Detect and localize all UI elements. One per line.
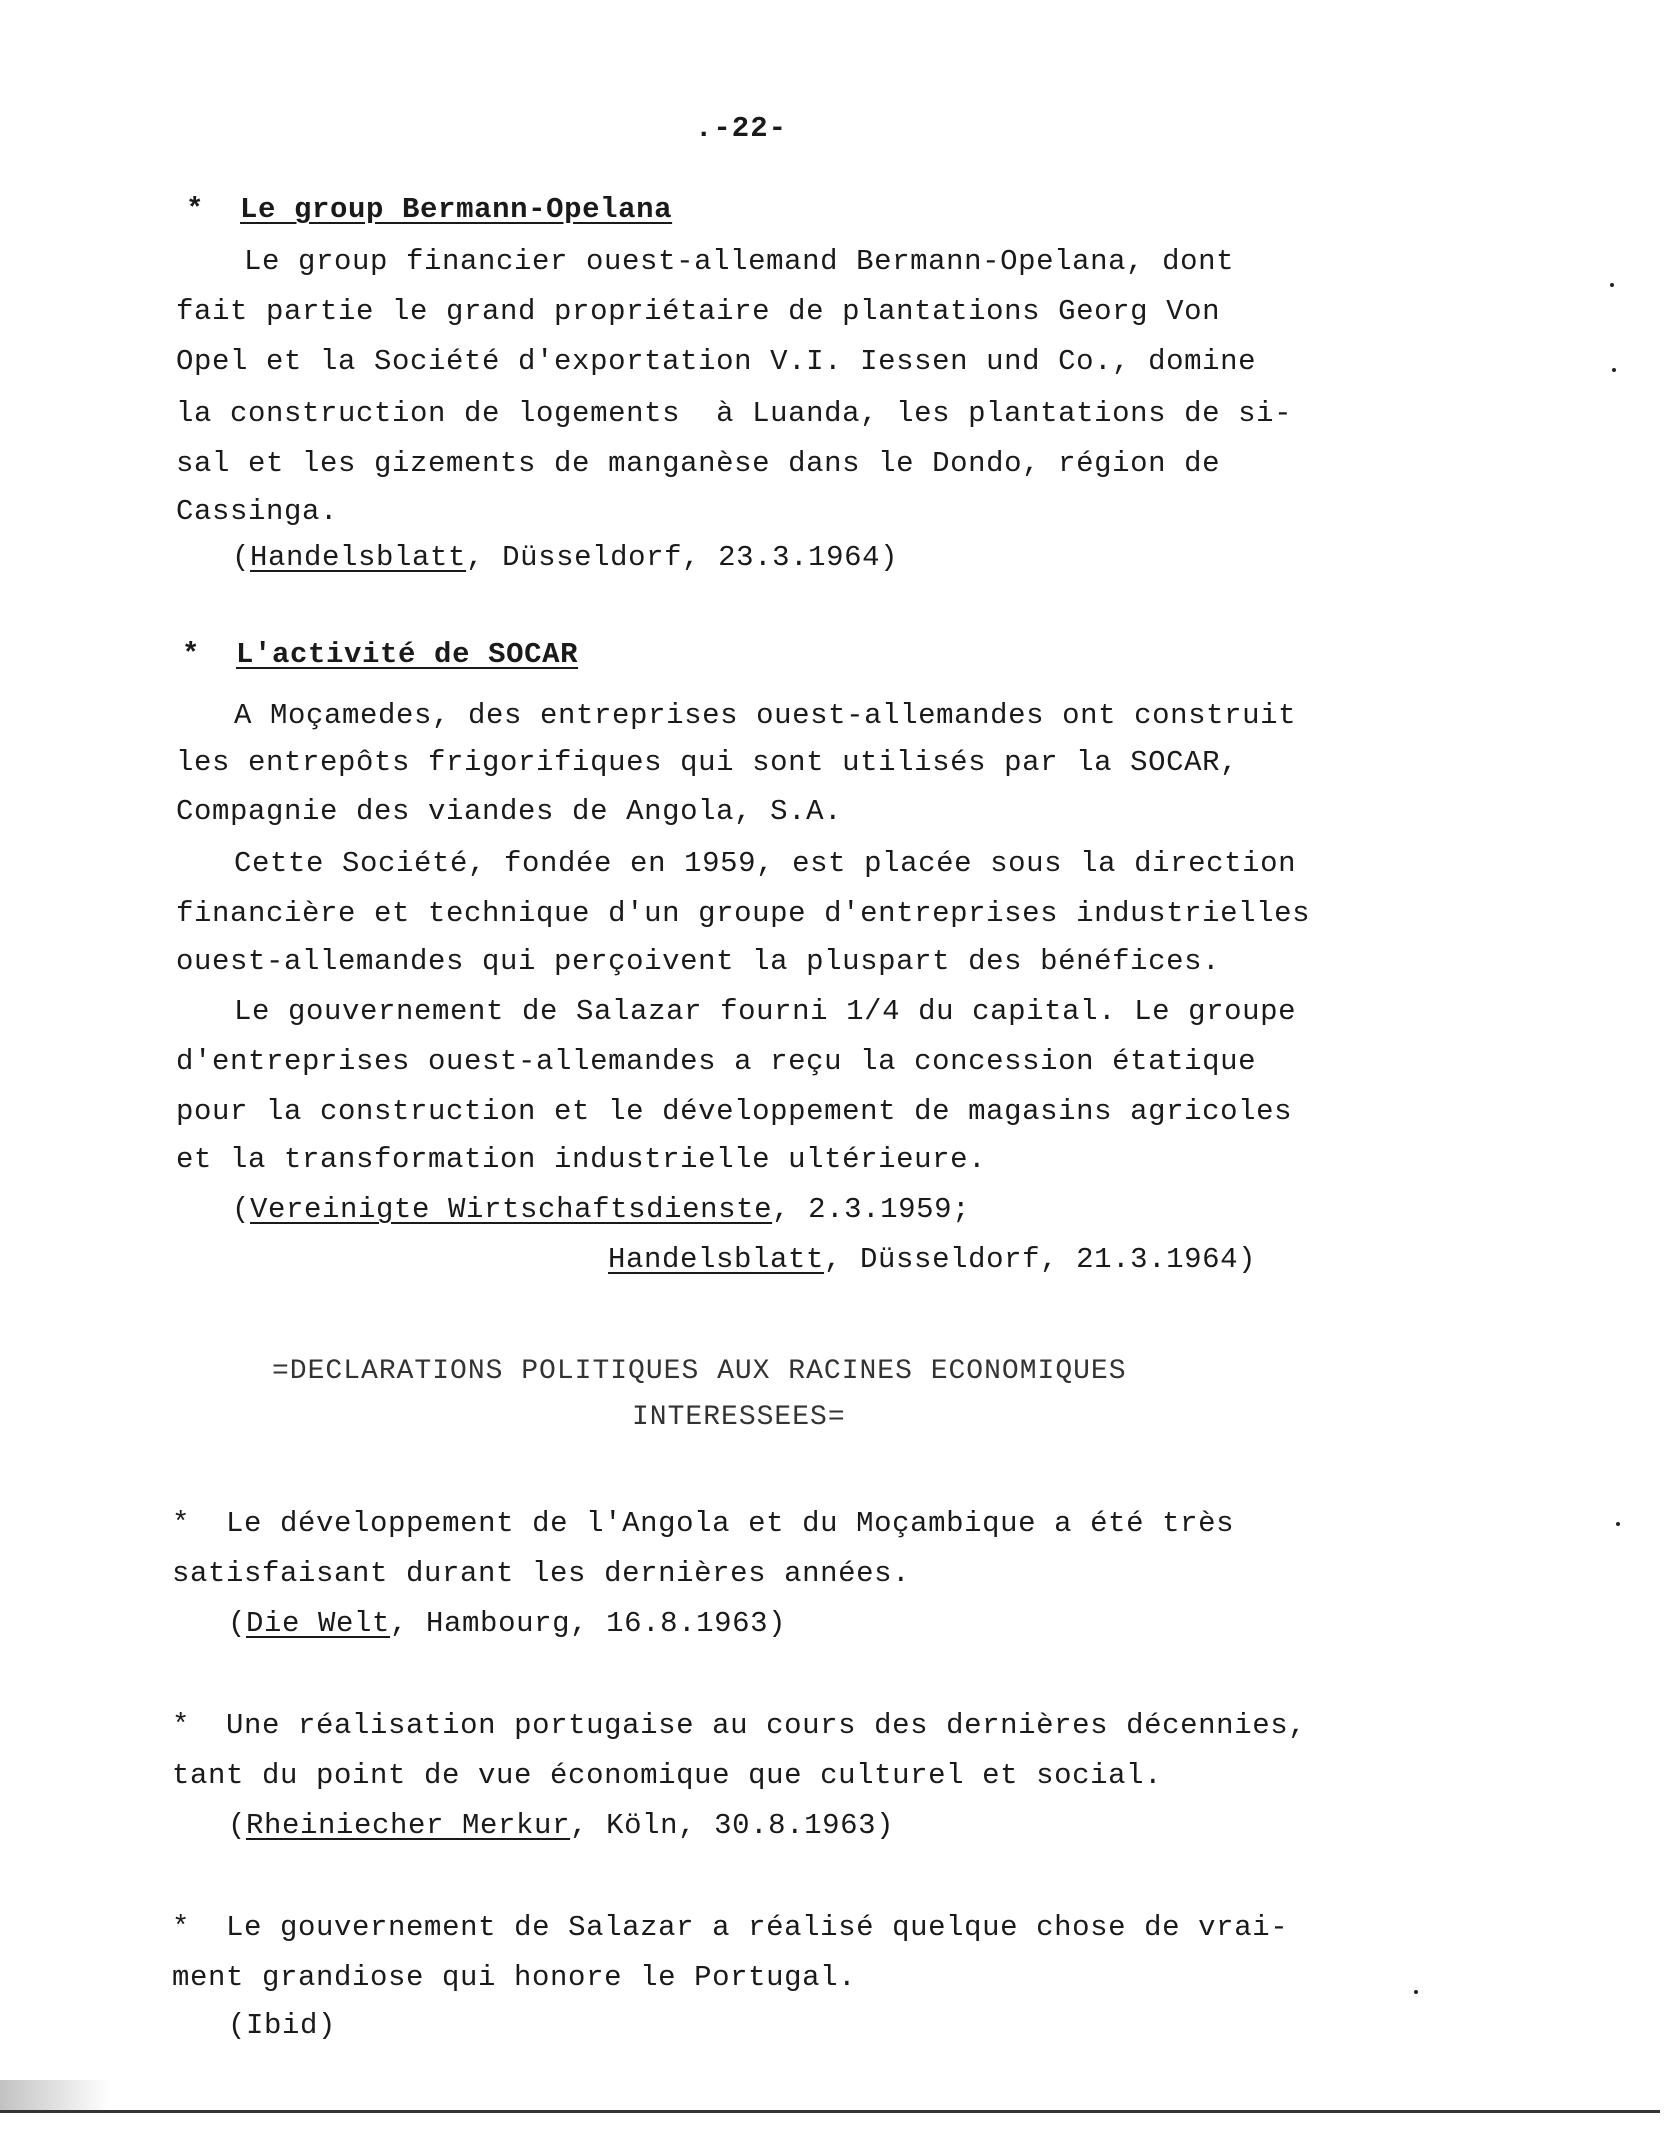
scan-edge-shadow	[0, 2080, 110, 2110]
bullet: *	[182, 638, 201, 671]
scan-speck	[1610, 283, 1614, 287]
declaration-line: * Le gouvernement de Salazar a réalisé quelque chose de vrai-	[172, 1911, 1289, 1944]
section-2-heading-line	[182, 633, 578, 677]
source-citation: (Vereinigte Wirtschaftsdienste, 2.3.1959;	[232, 1193, 971, 1226]
source-citation: (Ibid)	[228, 2009, 337, 2042]
bottom-rule	[0, 2110, 1660, 2113]
publication-name: Handelsblatt	[608, 1243, 825, 1276]
bullet: *	[172, 1709, 191, 1742]
paragraph-line: A Moçamedes, des entreprises ouest-allemandes ont construit	[234, 699, 1297, 732]
scan-speck	[1414, 1990, 1418, 1994]
declaration-line: * Le développement de l'Angola et du Moçambique a été très	[172, 1507, 1235, 1540]
section-1-heading-line	[186, 188, 672, 232]
source-citation: (Die Welt, Hambourg, 16.8.1963)	[228, 1607, 787, 1640]
declaration-line: satisfaisant durant les dernières années.	[172, 1557, 911, 1590]
declaration-line: ment grandiose qui honore le Portugal.	[172, 1961, 857, 1994]
publication-name: Vereinigte Wirtschaftsdienste	[250, 1193, 773, 1226]
publication-name: Die Welt	[246, 1607, 391, 1640]
section-2-heading: L'activité de SOCAR	[236, 638, 579, 671]
center-heading-line-1: =DECLARATIONS POLITIQUES AUX RACINES ECONOMIQUES	[272, 1356, 1127, 1387]
declaration-line: * Une réalisation portugaise au cours des dernières décennies,	[172, 1709, 1307, 1742]
section-1-heading: Le group Bermann-Opelana	[240, 193, 673, 226]
paragraph-line: Le gouvernement de Salazar fourni 1/4 du capital. Le groupe	[234, 995, 1297, 1028]
center-heading-line-2: INTERESSEES=	[632, 1402, 846, 1433]
source-citation: (Rheiniecher Merkur, Köln, 30.8.1963)	[228, 1809, 895, 1842]
paragraph-line: Cette Société, fondée en 1959, est placée sous la direction	[234, 847, 1297, 880]
paragraph-line: la construction de logements à Luanda, les plantations de si-	[176, 397, 1293, 430]
source-citation: (Handelsblatt, Düsseldorf, 23.3.1964)	[232, 541, 899, 574]
paragraph-line: Compagnie des viandes de Angola, S.A.	[176, 795, 843, 828]
bullet: *	[186, 193, 205, 226]
page-number: .-22-	[695, 112, 788, 145]
paragraph-line: Le group financier ouest-allemand Bermann-Opelana, dont	[244, 245, 1235, 278]
scan-speck	[1612, 368, 1616, 372]
paragraph-line: Cassinga.	[176, 495, 339, 528]
paragraph-line: pour la construction et le développement de magasins agricoles	[176, 1095, 1293, 1128]
paragraph-line: financière et technique d'un groupe d'entreprises industrielles	[176, 897, 1311, 930]
declaration-line: tant du point de vue économique que culturel et social.	[172, 1759, 1163, 1792]
publication-name: Handelsblatt	[250, 541, 467, 574]
paragraph-line: d'entreprises ouest-allemandes a reçu la concession étatique	[176, 1045, 1257, 1078]
paragraph-line: sal et les gizements de manganèse dans le Dondo, région de	[176, 447, 1221, 480]
paragraph-line: Opel et la Société d'exportation V.I. Iessen und Co., domine	[176, 345, 1257, 378]
source-citation: Handelsblatt, Düsseldorf, 21.3.1964)	[608, 1243, 1257, 1276]
paragraph-line: et la transformation industrielle ultérieure.	[176, 1143, 987, 1176]
scan-speck	[1616, 1522, 1620, 1526]
paragraph-line: les entrepôts frigorifiques qui sont utilisés par la SOCAR,	[176, 746, 1239, 779]
paragraph-line: ouest-allemandes qui perçoivent la pluspart des bénéfices.	[176, 945, 1221, 978]
bullet: *	[172, 1507, 191, 1540]
paragraph-line: fait partie le grand propriétaire de plantations Georg Von	[176, 295, 1221, 328]
bullet: *	[172, 1911, 191, 1944]
publication-name: Rheiniecher Merkur	[246, 1809, 571, 1842]
